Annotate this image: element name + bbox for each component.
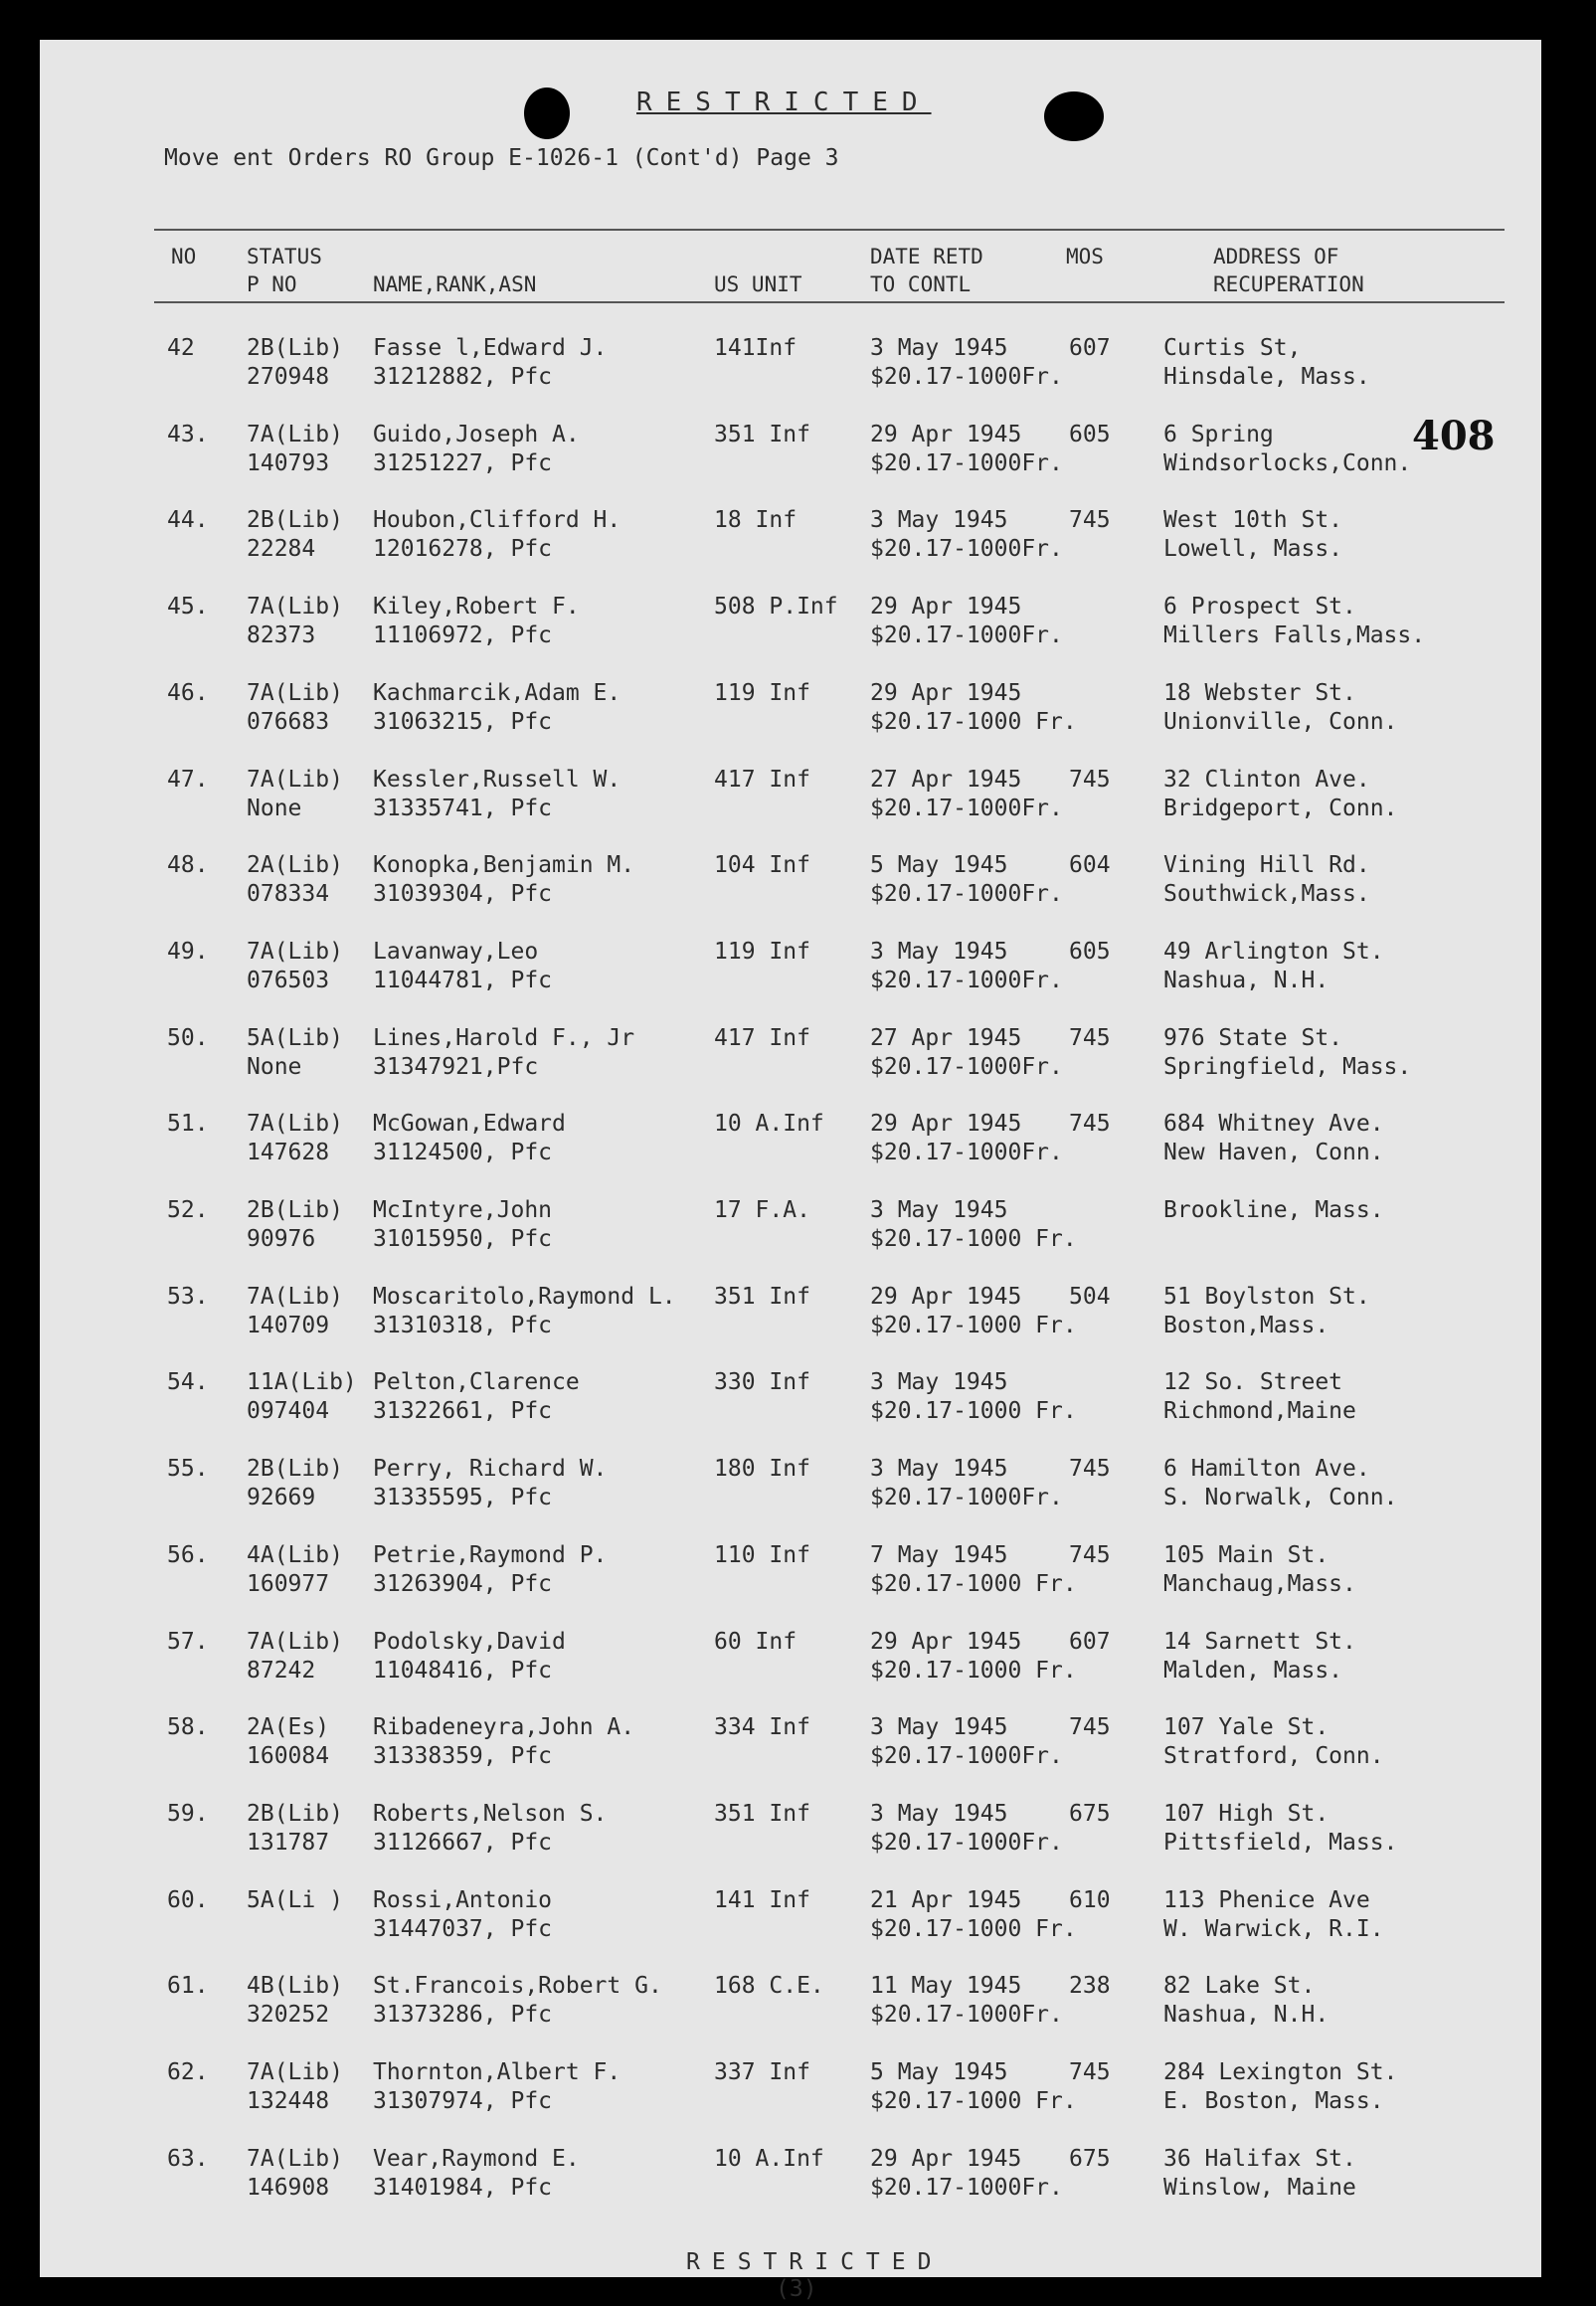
soldier-name: Rossi,Antonio xyxy=(373,1886,553,1913)
pay-amount: $20.17-1000Fr. xyxy=(870,1140,1063,1166)
mos-code: 605 xyxy=(1069,421,1111,447)
pw-number: 87242 xyxy=(247,1657,316,1684)
serial-rank: 31335595, Pfc xyxy=(373,1485,553,1511)
status-code: 7A(Lib) xyxy=(247,2059,343,2085)
entry-number: 56. xyxy=(167,1541,209,1568)
pay-amount: $20.17-1000Fr. xyxy=(870,1485,1063,1511)
date-returned: 3 May 1945 xyxy=(870,507,1008,534)
table-row xyxy=(40,679,1541,766)
pay-amount: $20.17-1000Fr. xyxy=(870,1829,1063,1856)
unit: 508 P.Inf xyxy=(714,594,838,621)
pay-amount: $20.17-1000 Fr. xyxy=(870,1915,1077,1942)
unit: 119 Inf xyxy=(714,679,810,706)
unit: 351 Inf xyxy=(714,1283,810,1310)
unit: 180 Inf xyxy=(714,1456,810,1483)
soldier-name: Pelton,Clarence xyxy=(373,1369,580,1396)
unit: 10 A.Inf xyxy=(714,2145,824,2172)
address-line-1: 14 Sarnett St. xyxy=(1163,1628,1356,1655)
entry-number: 62. xyxy=(167,2059,209,2085)
address-line-2: Malden, Mass. xyxy=(1163,1657,1343,1684)
serial-rank: 31124500, Pfc xyxy=(373,1140,553,1166)
date-returned: 5 May 1945 xyxy=(870,852,1008,879)
col-header-status-1: STATUS xyxy=(247,245,322,268)
pw-number: 146908 xyxy=(247,2174,330,2201)
status-code: 7A(Lib) xyxy=(247,1111,343,1138)
pay-amount: $20.17-1000 Fr. xyxy=(870,708,1077,735)
mos-code: 675 xyxy=(1069,2145,1111,2172)
address-line-1: Curtis St, xyxy=(1163,335,1302,361)
date-returned: 29 Apr 1945 xyxy=(870,1628,1022,1655)
address-line-2: Nashua, N.H. xyxy=(1163,967,1330,993)
unit: 330 Inf xyxy=(714,1369,810,1396)
pay-amount: $20.17-1000 Fr. xyxy=(870,1570,1077,1597)
address-line-1: 82 Lake St. xyxy=(1163,1973,1316,2000)
mos-code: 745 xyxy=(1069,1024,1111,1051)
punch-hole-left xyxy=(524,88,570,139)
soldier-name: Ribadeneyra,John A. xyxy=(373,1714,635,1741)
mos-code: 745 xyxy=(1069,766,1111,793)
mos-code: 610 xyxy=(1069,1886,1111,1913)
mos-code: 604 xyxy=(1069,852,1111,879)
table-row xyxy=(40,1713,1541,1800)
pay-amount: $20.17-1000 Fr. xyxy=(870,1398,1077,1425)
pw-number: None xyxy=(247,1053,302,1080)
unit: 110 Inf xyxy=(714,1541,810,1568)
pay-amount: $20.17-1000Fr. xyxy=(870,881,1063,908)
status-code: 7A(Lib) xyxy=(247,2145,343,2172)
entry-number: 60. xyxy=(167,1886,209,1913)
serial-rank: 31322661, Pfc xyxy=(373,1398,553,1425)
address-line-1: 6 Hamilton Ave. xyxy=(1163,1456,1370,1483)
status-code: 2A(Lib) xyxy=(247,852,343,879)
mos-code: 745 xyxy=(1069,1456,1111,1483)
date-returned: 11 May 1945 xyxy=(870,1973,1022,2000)
serial-rank: 11048416, Pfc xyxy=(373,1657,553,1684)
entry-number: 59. xyxy=(167,1800,209,1827)
date-returned: 29 Apr 1945 xyxy=(870,679,1022,706)
table-row xyxy=(40,1455,1541,1541)
address-line-2: Bridgeport, Conn. xyxy=(1163,795,1398,821)
address-line-1: 105 Main St. xyxy=(1163,1541,1330,1568)
pay-amount: $20.17-1000Fr. xyxy=(870,364,1063,390)
status-code: 7A(Lib) xyxy=(247,594,343,621)
date-returned: 3 May 1945 xyxy=(870,1714,1008,1741)
soldier-name: Vear,Raymond E. xyxy=(373,2145,580,2172)
address-line-1: 976 State St. xyxy=(1163,1024,1343,1051)
date-returned: 29 Apr 1945 xyxy=(870,421,1022,447)
punch-hole-right xyxy=(1044,91,1104,141)
entry-number: 46. xyxy=(167,679,209,706)
pw-number: 160977 xyxy=(247,1570,330,1597)
entry-number: 52. xyxy=(167,1197,209,1223)
pw-number: 90976 xyxy=(247,1226,316,1252)
address-line-2: Lowell, Mass. xyxy=(1163,536,1343,563)
address-line-2: New Haven, Conn. xyxy=(1163,1140,1384,1166)
entry-number: 49. xyxy=(167,938,209,965)
soldier-name: McIntyre,John xyxy=(373,1197,553,1223)
soldier-name: Konopka,Benjamin M. xyxy=(373,852,635,879)
pw-number: 160084 xyxy=(247,1743,330,1770)
pw-number: 131787 xyxy=(247,1829,330,1856)
serial-rank: 31447037, Pfc xyxy=(373,1915,553,1942)
date-returned: 3 May 1945 xyxy=(870,938,1008,965)
soldier-name: Podolsky,David xyxy=(373,1628,566,1655)
status-code: 7A(Lib) xyxy=(247,421,343,447)
status-code: 2B(Lib) xyxy=(247,1800,343,1827)
address-line-1: 6 Spring xyxy=(1163,421,1274,447)
mos-code: 607 xyxy=(1069,335,1111,361)
pay-amount: $20.17-1000 Fr. xyxy=(870,1226,1077,1252)
status-code: 7A(Lib) xyxy=(247,938,343,965)
unit: 334 Inf xyxy=(714,1714,810,1741)
table-row xyxy=(40,2145,1541,2231)
date-returned: 29 Apr 1945 xyxy=(870,594,1022,621)
page-stamp-number: 408 xyxy=(1412,413,1496,459)
unit: 10 A.Inf xyxy=(714,1111,824,1138)
soldier-name: Roberts,Nelson S. xyxy=(373,1800,608,1827)
mos-code: 605 xyxy=(1069,938,1111,965)
address-line-1: Vining Hill Rd. xyxy=(1163,852,1370,879)
date-returned: 27 Apr 1945 xyxy=(870,1024,1022,1051)
pay-amount: $20.17-1000Fr. xyxy=(870,795,1063,821)
table-row xyxy=(40,766,1541,852)
entry-number: 51. xyxy=(167,1111,209,1138)
pay-amount: $20.17-1000Fr. xyxy=(870,2002,1063,2029)
document-subtitle: Move ent Orders RO Group E-1026-1 (Cont'd) Page 3 xyxy=(164,145,839,171)
soldier-name: Petrie,Raymond P. xyxy=(373,1541,608,1568)
header-rule-top xyxy=(154,229,1505,231)
table-row xyxy=(40,2058,1541,2145)
table-row xyxy=(40,1800,1541,1886)
pw-number: 320252 xyxy=(247,2002,330,2029)
status-code: 7A(Lib) xyxy=(247,1628,343,1655)
table-row xyxy=(40,851,1541,938)
date-returned: 29 Apr 1945 xyxy=(870,1111,1022,1138)
classification-header: RESTRICTED xyxy=(636,88,932,117)
pay-amount: $20.17-1000Fr. xyxy=(870,1053,1063,1080)
col-header-date-1: DATE RETD xyxy=(870,245,983,268)
col-header-status-2: P NO xyxy=(247,272,297,296)
entry-number: 54. xyxy=(167,1369,209,1396)
col-header-unit: US UNIT xyxy=(714,272,802,296)
pay-amount: $20.17-1000Fr. xyxy=(870,967,1063,993)
entry-number: 43. xyxy=(167,421,209,447)
unit: 351 Inf xyxy=(714,421,810,447)
pw-number: 270948 xyxy=(247,364,330,390)
pw-number: 097404 xyxy=(247,1398,330,1425)
status-code: 7A(Lib) xyxy=(247,679,343,706)
address-line-1: 18 Webster St. xyxy=(1163,679,1356,706)
table-row xyxy=(40,1110,1541,1196)
entry-number: 57. xyxy=(167,1628,209,1655)
soldier-name: Kachmarcik,Adam E. xyxy=(373,679,621,706)
col-header-no: NO xyxy=(171,245,197,268)
date-returned: 21 Apr 1945 xyxy=(870,1886,1022,1913)
col-header-date-2: TO CONTL xyxy=(870,272,972,296)
table-row xyxy=(40,1972,1541,2058)
address-line-2: Springfield, Mass. xyxy=(1163,1053,1412,1080)
mos-code: 745 xyxy=(1069,1541,1111,1568)
soldier-name: Moscaritolo,Raymond L. xyxy=(373,1283,676,1310)
document-page xyxy=(40,40,1541,2302)
date-returned: 3 May 1945 xyxy=(870,1197,1008,1223)
unit: 17 F.A. xyxy=(714,1197,810,1223)
pw-number: 132448 xyxy=(247,2088,330,2114)
pay-amount: $20.17-1000Fr. xyxy=(870,536,1063,563)
table-row xyxy=(40,1541,1541,1628)
table-row xyxy=(40,421,1541,507)
serial-rank: 12016278, Pfc xyxy=(373,536,553,563)
entry-number: 50. xyxy=(167,1024,209,1051)
table-row xyxy=(40,593,1541,679)
serial-rank: 31251227, Pfc xyxy=(373,449,553,476)
pay-amount: $20.17-1000Fr. xyxy=(870,449,1063,476)
table-row xyxy=(40,1196,1541,1283)
serial-rank: 31401984, Pfc xyxy=(373,2174,553,2201)
address-line-1: 107 High St. xyxy=(1163,1800,1330,1827)
address-line-1: 51 Boylston St. xyxy=(1163,1283,1370,1310)
address-line-2: Manchaug,Mass. xyxy=(1163,1570,1356,1597)
pay-amount: $20.17-1000 Fr. xyxy=(870,2088,1077,2114)
mos-code: 745 xyxy=(1069,1714,1111,1741)
soldier-name: Lavanway,Leo xyxy=(373,938,539,965)
unit: 168 C.E. xyxy=(714,1973,824,2000)
address-line-1: 32 Clinton Ave. xyxy=(1163,766,1370,793)
date-returned: 29 Apr 1945 xyxy=(870,1283,1022,1310)
pw-number: 140793 xyxy=(247,449,330,476)
pay-amount: $20.17-1000Fr. xyxy=(870,1743,1063,1770)
unit: 18 Inf xyxy=(714,507,798,534)
col-header-name: NAME,RANK,ASN xyxy=(373,272,537,296)
status-code: 2B(Lib) xyxy=(247,335,343,361)
address-line-2: Pittsfield, Mass. xyxy=(1163,1829,1398,1856)
mos-code: 745 xyxy=(1069,507,1111,534)
entry-number: 45. xyxy=(167,594,209,621)
serial-rank: 11106972, Pfc xyxy=(373,622,553,649)
mos-code: 607 xyxy=(1069,1628,1111,1655)
date-returned: 3 May 1945 xyxy=(870,335,1008,361)
soldier-name: Fasse l,Edward J. xyxy=(373,335,608,361)
soldier-name: Thornton,Albert F. xyxy=(373,2059,621,2085)
pw-number: 22284 xyxy=(247,536,316,563)
table-row xyxy=(40,334,1541,421)
soldier-name: Kessler,Russell W. xyxy=(373,766,621,793)
serial-rank: 31347921,Pfc xyxy=(373,1053,539,1080)
classification-footer: RESTRICTED xyxy=(686,2249,944,2275)
mos-code: 675 xyxy=(1069,1800,1111,1827)
date-returned: 3 May 1945 xyxy=(870,1456,1008,1483)
mos-code: 238 xyxy=(1069,1973,1111,2000)
address-line-2: Hinsdale, Mass. xyxy=(1163,364,1370,390)
pw-number: 078334 xyxy=(247,881,330,908)
address-line-1: 12 So. Street xyxy=(1163,1369,1343,1396)
address-line-2: Richmond,Maine xyxy=(1163,1398,1356,1425)
pay-amount: $20.17-1000 Fr. xyxy=(870,1312,1077,1338)
pw-number: 076503 xyxy=(247,967,330,993)
table-row xyxy=(40,506,1541,593)
col-header-address-1: ADDRESS OF xyxy=(1213,245,1339,268)
mos-code: 504 xyxy=(1069,1283,1111,1310)
address-line-1: 107 Yale St. xyxy=(1163,1714,1330,1741)
table-row xyxy=(40,1283,1541,1369)
table-row xyxy=(40,1628,1541,1714)
serial-rank: 11044781, Pfc xyxy=(373,967,553,993)
serial-rank: 31263904, Pfc xyxy=(373,1570,553,1597)
address-line-1: Brookline, Mass. xyxy=(1163,1197,1384,1223)
address-line-1: 684 Whitney Ave. xyxy=(1163,1111,1384,1138)
address-line-2: Unionville, Conn. xyxy=(1163,708,1398,735)
unit: 417 Inf xyxy=(714,1024,810,1051)
address-line-1: 6 Prospect St. xyxy=(1163,594,1356,621)
serial-rank: 31063215, Pfc xyxy=(373,708,553,735)
serial-rank: 31126667, Pfc xyxy=(373,1829,553,1856)
col-header-address-2: RECUPERATION xyxy=(1213,272,1364,296)
address-line-2: Stratford, Conn. xyxy=(1163,1743,1384,1770)
status-code: 2B(Lib) xyxy=(247,1197,343,1223)
address-line-2: W. Warwick, R.I. xyxy=(1163,1915,1384,1942)
unit: 141 Inf xyxy=(714,1886,810,1913)
table-row xyxy=(40,1024,1541,1111)
entry-number: 61. xyxy=(167,1973,209,2000)
serial-rank: 31310318, Pfc xyxy=(373,1312,553,1338)
address-line-1: West 10th St. xyxy=(1163,507,1343,534)
address-line-2: Windsorlocks,Conn. xyxy=(1163,449,1412,476)
unit: 104 Inf xyxy=(714,852,810,879)
soldier-name: Houbon,Clifford H. xyxy=(373,507,621,534)
serial-rank: 31212882, Pfc xyxy=(373,364,553,390)
serial-rank: 31335741, Pfc xyxy=(373,795,553,821)
address-line-2: Millers Falls,Mass. xyxy=(1163,622,1426,649)
table-row xyxy=(40,1886,1541,1973)
address-line-2: Southwick,Mass. xyxy=(1163,881,1370,908)
entry-number: 47. xyxy=(167,766,209,793)
address-line-2: S. Norwalk, Conn. xyxy=(1163,1485,1398,1511)
address-line-1: 36 Halifax St. xyxy=(1163,2145,1356,2172)
soldier-name: St.Francois,Robert G. xyxy=(373,1973,662,2000)
date-returned: 5 May 1945 xyxy=(870,2059,1008,2085)
soldier-name: Lines,Harold F., Jr xyxy=(373,1024,635,1051)
pay-amount: $20.17-1000Fr. xyxy=(870,2174,1063,2201)
status-code: 7A(Lib) xyxy=(247,766,343,793)
address-line-2: Winslow, Maine xyxy=(1163,2174,1356,2201)
date-returned: 3 May 1945 xyxy=(870,1800,1008,1827)
pw-number: 076683 xyxy=(247,708,330,735)
status-code: 4B(Lib) xyxy=(247,1973,343,2000)
entry-number: 58. xyxy=(167,1714,209,1741)
entry-number: 63. xyxy=(167,2145,209,2172)
status-code: 5A(Lib) xyxy=(247,1024,343,1051)
serial-rank: 31373286, Pfc xyxy=(373,2002,553,2029)
unit: 119 Inf xyxy=(714,938,810,965)
entry-number: 44. xyxy=(167,507,209,534)
entry-number: 48. xyxy=(167,852,209,879)
pw-number: None xyxy=(247,795,302,821)
date-returned: 3 May 1945 xyxy=(870,1369,1008,1396)
status-code: 7A(Lib) xyxy=(247,1283,343,1310)
address-line-1: 113 Phenice Ave xyxy=(1163,1886,1370,1913)
header-rule-bottom xyxy=(154,301,1505,303)
status-code: 4A(Lib) xyxy=(247,1541,343,1568)
soldier-name: Perry, Richard W. xyxy=(373,1456,608,1483)
pay-amount: $20.17-1000 Fr. xyxy=(870,1657,1077,1684)
date-returned: 29 Apr 1945 xyxy=(870,2145,1022,2172)
status-code: 2A(Es) xyxy=(247,1714,330,1741)
status-code: 2B(Lib) xyxy=(247,1456,343,1483)
soldier-name: McGowan,Edward xyxy=(373,1111,566,1138)
status-code: 11A(Lib) xyxy=(247,1369,357,1396)
unit: 337 Inf xyxy=(714,2059,810,2085)
serial-rank: 31307974, Pfc xyxy=(373,2088,553,2114)
serial-rank: 31338359, Pfc xyxy=(373,1743,553,1770)
address-line-2: E. Boston, Mass. xyxy=(1163,2088,1384,2114)
entry-number: 53. xyxy=(167,1283,209,1310)
table-row xyxy=(40,938,1541,1024)
address-line-1: 284 Lexington St. xyxy=(1163,2059,1398,2085)
soldier-name: Kiley,Robert F. xyxy=(373,594,580,621)
serial-rank: 31015950, Pfc xyxy=(373,1226,553,1252)
address-line-2: Boston,Mass. xyxy=(1163,1312,1330,1338)
address-line-1: 49 Arlington St. xyxy=(1163,938,1384,965)
pw-number: 92669 xyxy=(247,1485,316,1511)
date-returned: 7 May 1945 xyxy=(870,1541,1008,1568)
col-header-mos: MOS xyxy=(1066,245,1104,268)
pw-number: 147628 xyxy=(247,1140,330,1166)
page-number: (3) xyxy=(776,2276,817,2302)
unit: 141Inf xyxy=(714,335,798,361)
unit: 417 Inf xyxy=(714,766,810,793)
entry-number: 55. xyxy=(167,1456,209,1483)
soldier-name: Guido,Joseph A. xyxy=(373,421,580,447)
status-code: 2B(Lib) xyxy=(247,507,343,534)
mos-code: 745 xyxy=(1069,2059,1111,2085)
address-line-2: Nashua, N.H. xyxy=(1163,2002,1330,2029)
unit: 351 Inf xyxy=(714,1800,810,1827)
date-returned: 27 Apr 1945 xyxy=(870,766,1022,793)
pw-number: 140709 xyxy=(247,1312,330,1338)
entry-number: 42 xyxy=(167,335,195,361)
pw-number: 82373 xyxy=(247,622,316,649)
pay-amount: $20.17-1000Fr. xyxy=(870,622,1063,649)
status-code: 5A(Li ) xyxy=(247,1886,343,1913)
unit: 60 Inf xyxy=(714,1628,798,1655)
mos-code: 745 xyxy=(1069,1111,1111,1138)
serial-rank: 31039304, Pfc xyxy=(373,881,553,908)
table-row xyxy=(40,1368,1541,1455)
